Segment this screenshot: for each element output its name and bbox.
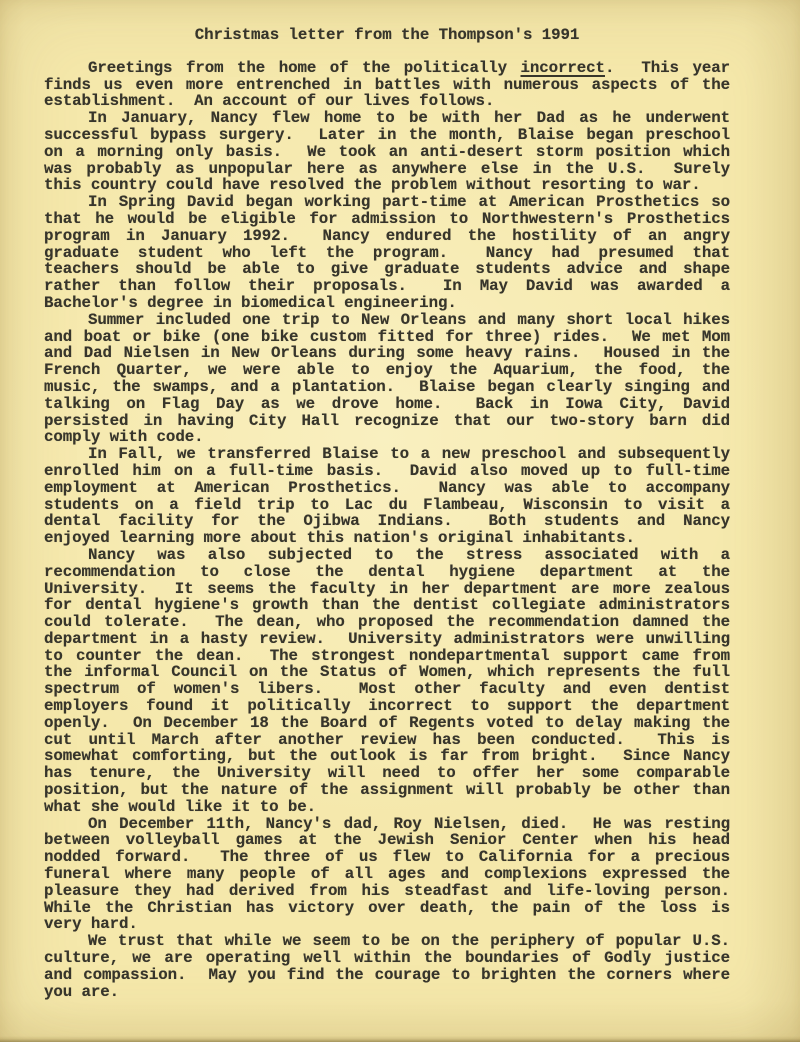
letter-line: nodded forward. The three of us flew to California for a precious [44,848,730,867]
letter-line: On December 11th, Nancy's dad, Roy Nielsen, died. He was resting [88,814,730,833]
letter-line: and Dad Nielsen in New Orleans during some heavy rains. Housed in the [44,344,730,363]
letter-line: talking on Flag Day as we drove home. Back in Iowa City, David [44,394,730,413]
letter-paragraph [44,110,730,194]
letter-line: employers found it politically incorrect to support the department [44,697,730,716]
letter-line: rather than follow their proposals. In May David was awarded a [44,277,730,296]
letter-line: could tolerate. The dean, who proposed the recommendation damned the [44,613,730,632]
letter-line: that he would be eligible for admission to Northwestern's Prosthetics [44,209,730,228]
line-text: . This year [604,58,730,77]
letter-line [44,60,730,77]
letter-line: enrolled him on a full-time basis. David also moved up to full-time [44,461,730,480]
letter-line: University. It seems the faculty in her department are more zealous [44,579,730,598]
letter-line: Summer included one trip to New Orleans and many short local hikes [88,310,730,329]
letter-line: funeral where many people of all ages and complexions expressed the [44,865,730,884]
letter-line: very hard. [44,915,138,934]
letter-line: French Quarter, we were able to enjoy the Aquarium, the food, the [44,361,730,380]
letter-line: what she would like it to be. [44,797,317,816]
letter-line: While the Christian has victory over death, the pain of the loss is [44,898,730,917]
letter-line: on a morning only basis. We took an anti-desert storm position which [44,142,730,161]
letter-line: dental facility for the Ojibwa Indians. Both students and Nancy [44,512,730,531]
letter-line: recommendation to close the dental hygiene department at the [44,562,730,581]
letter-line: We trust that while we seem to be on the periphery of popular U.S. [88,932,730,951]
letter-line: department in a hasty review. University administrators were unwilling [44,629,730,648]
letter-line: students on a field trip to Lac du Flambeau, Wisconsin to visit a [44,495,730,514]
letter-paragraph [44,312,730,446]
line-text: Greetings from the home of the politically [88,58,521,77]
letter-title: Christmas letter from the Thompson's 1991 [194,26,580,44]
letter-paragraph [44,816,730,934]
letter-line: successful bypass surgery. Later in the month, Blaise began preschool [44,125,730,144]
letter-line: comply with code. [44,428,204,447]
letter-line: establishment. An account of our lives follows. [44,92,495,111]
letter-line: has tenure, the University will need to offer her some comparable [44,764,730,783]
letter-line: graduate student who left the program. Nancy had presumed that [44,243,730,262]
letter-line: employment at American Prosthetics. Nancy was able to accompany [44,478,730,497]
letter-line: culture, we are operating well within the boundaries of Godly justice [44,949,730,968]
letter-line: pleasure they had derived from his steadfast and life-loving person. [44,881,730,900]
letter-line: position, but the nature of the assignment will probably be other than [44,781,730,800]
letter-line: spectrum of women's libers. Most other faculty and even dentist [44,680,730,699]
letter-line: enjoyed learning more about this nation's original inhabitants. [44,529,635,548]
letter-line: this country could have resolved the problem without resorting to war. [44,176,701,195]
letter-line: teachers should be able to give graduate students advice and shape [44,260,730,279]
letter-paragraph [44,194,730,312]
letter-paragraph [44,60,730,110]
letter-line: the informal Council on the Status of Women, which represents the full [44,663,730,682]
letter-line: music, the swamps, and a plantation. Blaise began clearly singing and [44,377,730,396]
letter-line: between volleyball games at the Jewish Senior Center when his head [44,831,730,850]
letter-line: openly. On December 18 the Board of Regents voted to delay making the [44,713,730,732]
letter-line: In Spring David began working part-time at American Prosthetics so [88,193,730,212]
letter-line: Nancy was also subjected to the stress associated with a [88,545,730,564]
letter-line: somewhat comforting, but the outlook is far from bright. Since Nancy [44,747,730,766]
letter-line: Bachelor's degree in biomedical engineering. [44,293,457,312]
page-bottom-edge [0,1036,800,1042]
letter-line: and boat or bike (one bike custom fitted for three) rides. We met Mom [44,327,730,346]
letter-line: to counter the dean. The strongest nondepartmental support came from [44,646,730,665]
letter-line: you are. [44,982,120,1001]
letter-line: cut until March after another review has been conducted. This is [44,730,730,749]
letter-paragraph [44,933,730,1000]
underlined-word: incorrect [520,58,605,77]
letter-line: persisted in having City Hall recognize that our two-story barn did [44,411,730,430]
letter-paragraph [44,547,730,816]
letter-line: for dental hygiene's growth than the dentist collegiate administrators [44,596,730,615]
letter-line: finds us even more entrenched in battles with numerous aspects of the [44,75,730,94]
letter-line: and compassion. May you find the courage to brighten the corners where [44,965,730,984]
letter-document [44,27,730,1000]
letter-line: In January, Nancy flew home to be with her Dad as he underwent [88,109,730,128]
letter-line: program in January 1992. Nancy endured the hostility of an angry [44,226,730,245]
letter-line: In Fall, we transferred Blaise to a new preschool and subsequently [88,445,730,464]
letter-paragraph [44,446,730,547]
letter-line: was probably as unpopular here as anywhere else in the U.S. Surely [44,159,730,178]
